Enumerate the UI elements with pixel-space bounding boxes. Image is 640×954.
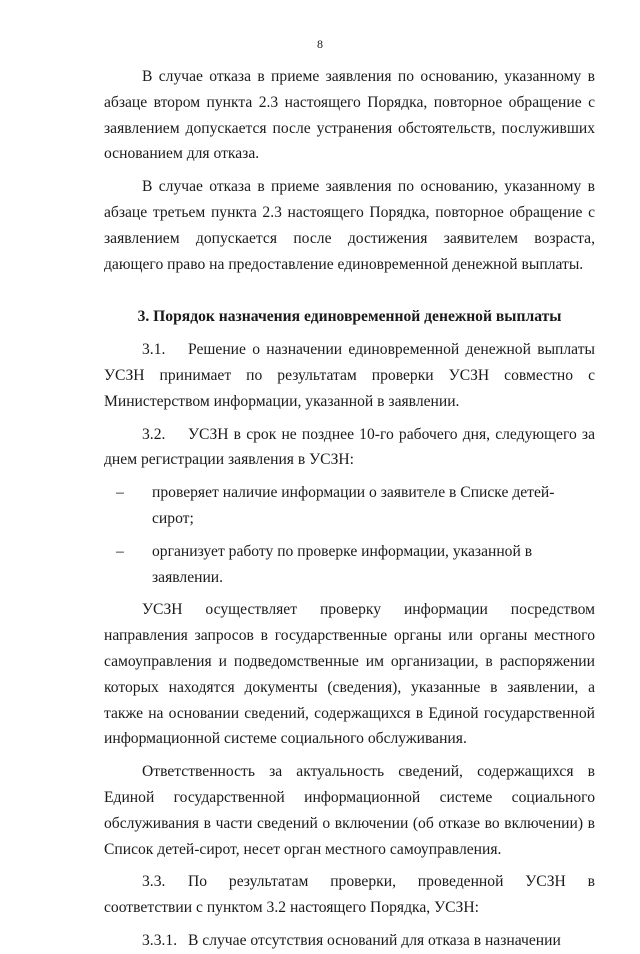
- dash-marker: –: [116, 542, 124, 560]
- list-item: [104, 480, 595, 532]
- clause-text: УСЗН в срок не позднее 10-го рабочего дня, следующего за днем регистрации заявления в УСЗН:: [104, 425, 595, 469]
- clause-3-2: [104, 422, 595, 474]
- list-item: [104, 539, 595, 591]
- clause-text: Решение о назначении единовременной денежной выплаты УСЗН принимает по результатам проверки УСЗН совместно с Министерством информации, указанной в заявлении.: [104, 341, 595, 410]
- paragraph-refusal-reason-3: В случае отказа в приеме заявления по основанию, указанному в абзаце третьем пункта 2.3 настоящего Порядка, повторное обращение с заявлением допускается после достижения заявителем возраста, дающего право на предоставление единовременной денежной выплаты.: [104, 178, 595, 273]
- paragraph-refusal-reason-2: В случае отказа в приеме заявления по основанию, указанному в абзаце втором пункта 2.3 настоящего Порядка, повторное обращение с заявлением допускается после устранения обстоятельств, послуживших основанием для отказа.: [104, 68, 595, 163]
- section-heading: 3. Порядок назначения единовременной денежной выплаты: [137, 308, 562, 326]
- dash-marker: –: [116, 484, 124, 502]
- clause-number: 3.1.: [142, 341, 166, 359]
- clause-number: 3.2.: [142, 425, 166, 443]
- clause-3-1: [104, 337, 595, 414]
- clause-text: В случае отсутствия оснований для отказа в назначении: [188, 931, 561, 949]
- clause-number: 3.3.: [142, 873, 166, 891]
- page-number: 8: [317, 37, 323, 51]
- clause-3-3: [104, 869, 595, 921]
- clause-number: 3.3.1.: [142, 931, 178, 949]
- clause-3-3-1: [104, 928, 595, 954]
- paragraph-responsibility: Ответственность за актуальность сведений, содержащихся в Единой государственной информационной системе социального обслуживания в части сведений о включении (об отказе во включении) в Список детей-сирот, несет орган местного самоуправления.: [104, 763, 595, 858]
- list-item-text: проверяет наличие информации о заявителе в Списке детей-сирот;: [152, 484, 555, 527]
- document-body: [104, 64, 595, 954]
- list-item-text: организует работу по проверке информации, указанной в заявлении.: [152, 542, 533, 586]
- clause-text: По результатам проверки, проведенной УСЗН в соответствии с пунктом 3.2 настоящего Порядка, УСЗН:: [104, 873, 595, 917]
- paragraph-verification: УСЗН осуществляет проверку информации посредством направления запросов в государственные органы или органы местного самоуправления и подведомственные им организации, в распоряжении которых находятся документы (сведения), указанные в заявлении, а также на основании сведений, содержащихся в Единой государственной информационной системе социального обслуживания.: [104, 601, 595, 748]
